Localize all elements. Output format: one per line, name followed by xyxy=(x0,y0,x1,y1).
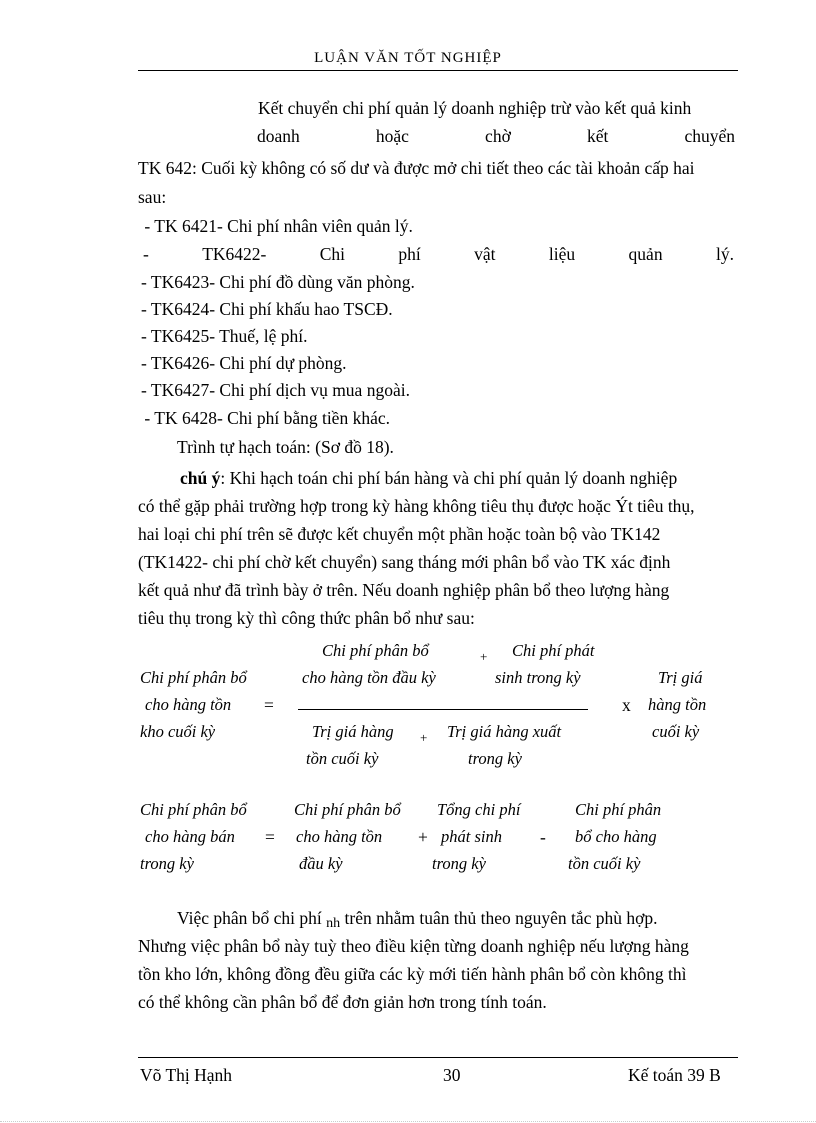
accounting-sequence: Trình tự hạch toán: (Sơ đồ 18). xyxy=(177,437,394,457)
word: hoặc xyxy=(375,126,409,146)
page-bottom-edge xyxy=(0,1121,816,1122)
closing-line-2: Nhưng việc phân bổ này tuỳ theo điều kiện từng doanh nghiệp nếu lượng hàng xyxy=(138,936,689,956)
account-tk6421: - TK 6421- Chi phí nhân viên quản lý. xyxy=(140,216,413,236)
word: Chi xyxy=(319,244,346,264)
intro-line-2 xyxy=(257,125,735,147)
account-tk6427: - TK6427- Chi phí dịch vụ mua ngoài. xyxy=(141,380,410,400)
closing-nh-fragment: nh xyxy=(326,916,341,931)
note-label: chú ý xyxy=(180,468,221,488)
f2-c-line-1: Chi phí phân xyxy=(575,800,662,819)
f2-equals: = xyxy=(265,827,275,847)
f1-den-a-line-1: Trị giá hàng xyxy=(312,722,394,741)
f2-a-line-1: Chi phí phân bổ xyxy=(294,800,401,819)
note-line-6: tiêu thụ trong kỳ thì công thức phân bổ như sau: xyxy=(138,608,475,628)
word: TK6422- xyxy=(202,244,267,264)
note-line-5: kết quả như đã trình bày ở trên. Nếu doanh nghiệp phân bổ theo lượng hàng xyxy=(138,580,670,600)
f1-num-a-line-2: cho hàng tồn đầu kỳ xyxy=(302,668,436,687)
note-line-2: có thể gặp phải trường hợp trong kỳ hàng không tiêu thụ được hoặc Ýt tiêu thụ, xyxy=(138,496,695,516)
f1-num-b-line-1: Chi phí phát xyxy=(512,641,595,660)
word: phí xyxy=(398,244,421,264)
f2-c-line-3: tồn cuối kỳ xyxy=(568,854,641,873)
word: quản xyxy=(628,244,663,264)
f1-num-a-line-1: Chi phí phân bổ xyxy=(322,641,429,660)
word: doanh xyxy=(257,126,300,146)
f1-lhs-line-1: Chi phí phân bổ xyxy=(140,668,247,687)
f1-rhs-line-1: Trị giá xyxy=(658,668,703,687)
f2-lhs-line-3: trong kỳ xyxy=(140,854,194,873)
f1-fraction-bar xyxy=(298,709,588,710)
f2-plus: + xyxy=(418,827,428,847)
word: liệu xyxy=(548,244,576,264)
intro-line-1: Kết chuyển chi phí quản lý doanh nghiệp trừ vào kết quả kinh xyxy=(258,98,692,118)
f1-num-plus: + xyxy=(480,649,488,664)
account-tk6428: - TK 6428- Chi phí bằng tiền khác. xyxy=(140,408,390,428)
f1-lhs-line-2: cho hàng tồn xyxy=(145,695,232,714)
f2-a-line-2: cho hàng tồn xyxy=(296,827,383,846)
tk642-line-1: TK 642: Cuối kỳ không có số dư và được mở chi tiết theo các tài khoản cấp hai xyxy=(138,158,695,178)
f2-a-line-3: đầu kỳ xyxy=(299,854,343,873)
footer-rule xyxy=(138,1057,738,1058)
header-rule xyxy=(138,70,738,71)
account-tk6425: - TK6425- Thuế, lệ phí. xyxy=(141,326,308,346)
f2-lhs-line-1: Chi phí phân bổ xyxy=(140,800,247,819)
f2-lhs-line-2: cho hàng bán xyxy=(145,827,235,846)
note-line-3: hai loại chi phí trên sẽ được kết chuyển một phần hoặc toàn bộ vào TK142 xyxy=(138,524,661,544)
word: vật xyxy=(474,244,496,264)
f2-b-line-2: phát sinh xyxy=(441,827,502,846)
footer-page-number: 30 xyxy=(443,1065,461,1085)
f1-den-a-line-2: tồn cuối kỳ xyxy=(306,749,379,768)
tk642-line-2: sau: xyxy=(138,187,167,207)
footer-author: Võ Thị Hạnh xyxy=(140,1065,233,1085)
f1-rhs-line-3: cuối kỳ xyxy=(652,722,700,741)
account-tk6422 xyxy=(143,243,734,265)
f1-rhs-line-2: hàng tồn xyxy=(648,695,707,714)
footer-class: Kế toán 39 B xyxy=(628,1065,721,1085)
closing-line-4: có thể không cần phân bổ để đơn giản hơn trong tính toán. xyxy=(138,992,547,1012)
word: chờ xyxy=(485,126,511,146)
account-tk6423: - TK6423- Chi phí đồ dùng văn phòng. xyxy=(141,272,415,292)
f2-b-line-1: Tổng chi phí xyxy=(437,800,521,819)
account-tk6426: - TK6426- Chi phí dự phòng. xyxy=(141,353,347,373)
f1-num-b-line-2: sinh trong kỳ xyxy=(495,668,581,687)
note-line-1: chú ý: Khi hạch toán chi phí bán hàng và chi phí quản lý doanh nghiệp xyxy=(180,468,678,488)
page-header-title: LUẬN VĂN TỐT NGHIỆP xyxy=(314,50,502,66)
account-tk6424: - TK6424- Chi phí khấu hao TSCĐ. xyxy=(141,299,393,319)
f2-b-line-3: trong kỳ xyxy=(432,854,486,873)
f1-den-b-line-1: Trị giá hàng xuất xyxy=(447,722,562,741)
f1-times: x xyxy=(622,695,631,715)
word: lý. xyxy=(715,244,734,264)
word: kết xyxy=(586,126,609,146)
word: chuyển xyxy=(684,126,735,146)
note-line-4: (TK1422- chi phí chờ kết chuyển) sang tháng mới phân bổ vào TK xác định xyxy=(138,552,671,572)
f1-den-b-line-2: trong kỳ xyxy=(468,749,522,768)
closing-line-1: Việc phân bổ chi phí nh trên nhằm tuân thủ theo nguyên tắc phù hợp. xyxy=(177,908,658,931)
f2-minus: - xyxy=(540,827,546,847)
closing-line-3: tồn kho lớn, không đồng đều giữa các kỳ mới tiến hành phân bổ còn không thì xyxy=(138,964,687,984)
word: - xyxy=(143,244,149,264)
f1-lhs-line-3: kho cuối kỳ xyxy=(140,722,216,741)
f1-den-plus: + xyxy=(420,730,428,745)
f1-equals: = xyxy=(264,695,274,715)
f2-c-line-2: bổ cho hàng xyxy=(575,827,657,846)
